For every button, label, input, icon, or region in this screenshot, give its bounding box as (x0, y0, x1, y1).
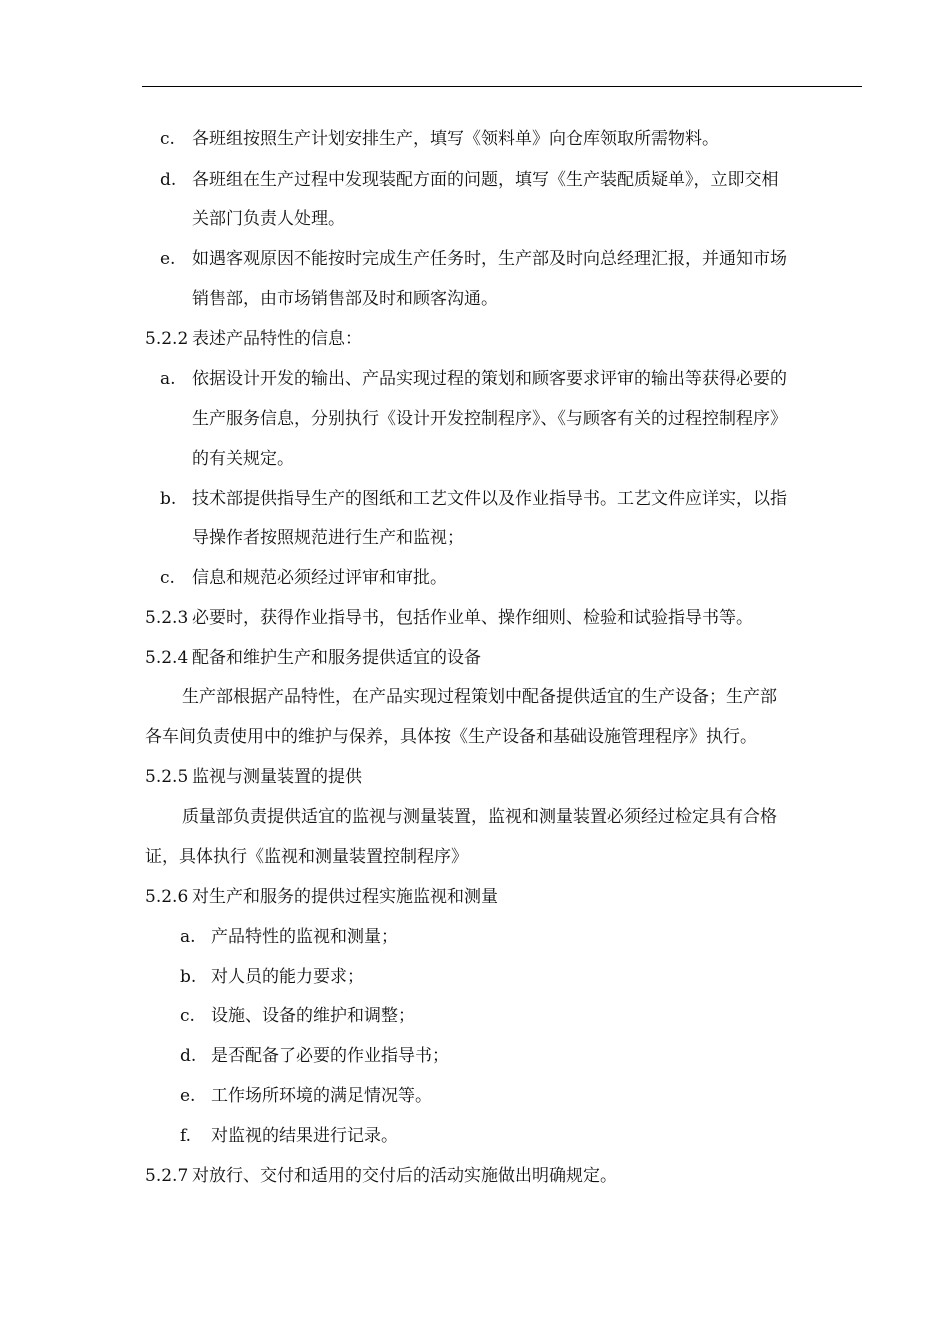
item-label: 5.2.2 (145, 329, 189, 349)
item-label: a. (160, 369, 176, 389)
item-label: c. (160, 129, 175, 149)
item-label: d. (180, 1046, 197, 1066)
item-text: 是否配备了必要的作业指导书； (211, 1046, 449, 1066)
item-text: 依据设计开发的输出、产品实现过程的策划和顾客要求评审的输出等获得必要的 (192, 369, 787, 389)
item-text: 对监视的结果进行记录。 (211, 1126, 398, 1146)
item-text: 对生产和服务的提供过程实施监视和测量 (192, 887, 498, 907)
item-label: a. (180, 927, 196, 947)
item-text: 必要时，获得作业指导书，包括作业单、操作细则、检验和试验指导书等。 (192, 608, 753, 628)
item-text: 生产部根据产品特性，在产品实现过程策划中配备提供适宜的生产设备；生产部 (182, 687, 777, 707)
item-text: 技术部提供指导生产的图纸和工艺文件以及作业指导书。工艺文件应详实，以指 (192, 489, 787, 509)
item-text: 产品特性的监视和测量； (211, 927, 398, 947)
item-label: e. (180, 1086, 196, 1106)
item-label: c. (180, 1006, 195, 1026)
item-text: 如遇客观原因不能按时完成生产任务时，生产部及时向总经理汇报，并通知市场 (192, 249, 787, 269)
item-label: 5.2.6 (145, 887, 189, 907)
item-text: 对人员的能力要求； (211, 967, 364, 987)
item-label: 5.2.7 (145, 1166, 189, 1186)
item-text: 导操作者按照规范进行生产和监视； (192, 528, 464, 548)
item-label: 5.2.4 (145, 648, 189, 668)
item-text: 配备和维护生产和服务提供适宜的设备 (192, 648, 481, 668)
item-text: 质量部负责提供适宜的监视与测量装置，监视和测量装置必须经过检定具有合格 (182, 807, 777, 827)
item-text: 对放行、交付和适用的交付后的活动实施做出明确规定。 (192, 1166, 617, 1186)
item-text: 的有关规定。 (192, 449, 294, 469)
item-text: 工作场所环境的满足情况等。 (211, 1086, 432, 1106)
item-text: 生产服务信息，分别执行《设计开发控制程序》、《与顾客有关的过程控制程序》 (192, 409, 787, 429)
item-text: 监视与测量装置的提供 (192, 767, 362, 787)
item-text: 销售部，由市场销售部及时和顾客沟通。 (192, 289, 498, 309)
item-label: f. (180, 1126, 192, 1146)
item-text: 表述产品特性的信息： (192, 329, 362, 349)
item-text: 设施、设备的维护和调整； (211, 1006, 415, 1026)
item-text: 各车间负责使用中的维护与保养，具体按《生产设备和基础设施管理程序》执行。 (145, 727, 757, 747)
item-text: 各班组按照生产计划安排生产，填写《领料单》向仓库领取所需物料。 (192, 129, 719, 149)
item-text: 关部门负责人处理。 (192, 209, 345, 229)
item-label: d. (160, 170, 177, 190)
item-text: 信息和规范必须经过评审和审批。 (192, 568, 447, 588)
item-label: 5.2.5 (145, 767, 189, 787)
item-text: 各班组在生产过程中发现装配方面的问题，填写《生产装配质疑单》，立即交相 (192, 170, 779, 190)
item-label: b. (160, 489, 177, 509)
item-label: c. (160, 568, 175, 588)
item-label: e. (160, 249, 176, 269)
item-label: 5.2.3 (145, 608, 189, 628)
item-text: 证，具体执行《监视和测量装置控制程序》 (145, 847, 468, 867)
item-label: b. (180, 967, 197, 987)
